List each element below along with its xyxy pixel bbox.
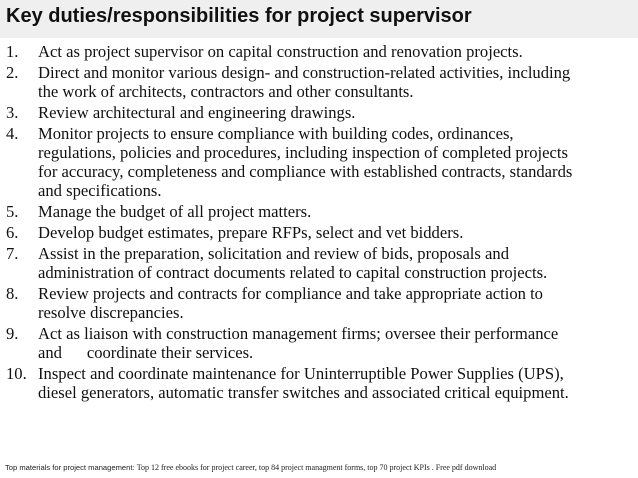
list-item-text: Act as project supervisor on capital construction and renovation projects. [38, 42, 523, 61]
list-item-text: Monitor projects to ensure compliance with building codes, ordinances, [38, 124, 514, 143]
list-item-text: Review architectural and engineering drawings. [38, 103, 356, 122]
list-item-text: the work of architects, contractors and other consultants. [38, 82, 414, 101]
footer [5, 463, 635, 472]
list-item-number: 6. [6, 223, 19, 242]
list-item-text: diesel generators, automatic transfer switches and associated critical equipment. [38, 383, 569, 402]
list-item [0, 223, 632, 242]
list-item [0, 103, 632, 122]
list-item-text: Review projects and contracts for compliance and take appropriate action to [38, 284, 543, 303]
list-item [0, 42, 632, 61]
list-item-text: Develop budget estimates, prepare RFPs, select and vet bidders. [38, 223, 464, 242]
list-item-text: Act as liaison with construction management firms; oversee their performance [38, 324, 559, 343]
list-item-number: 7. [6, 244, 19, 263]
list-item-text: and specifications. [38, 181, 162, 200]
page-title: Key duties/responsibilities for project supervisor [6, 5, 472, 27]
list-item-number: 5. [6, 202, 19, 221]
list-item-number: 4. [6, 124, 19, 143]
list-item-text: Manage the budget of all project matters. [38, 202, 312, 221]
title-bar [0, 0, 638, 38]
list-item [0, 324, 632, 362]
list-item-text: Assist in the preparation, solicitation and review of bids, proposals and [38, 244, 509, 263]
duties-list [0, 42, 632, 404]
footer-text: Top 12 free ebooks for project career, top 84 project managment forms, top 70 project KPIs . Free pdf download [136, 463, 497, 472]
list-item-text: administration of contract documents related to capital construction projects. [38, 263, 548, 282]
list-item-number: 10. [6, 364, 27, 383]
list-item [0, 124, 632, 200]
footer-lead: Top materials for project management: [5, 463, 137, 472]
list-item-number: 2. [6, 63, 19, 82]
list-item-number: 8. [6, 284, 19, 303]
list-item [0, 364, 632, 402]
list-item-number: 9. [6, 324, 19, 343]
list-item-text: resolve discrepancies. [38, 303, 184, 322]
list-item [0, 202, 632, 221]
list-item [0, 63, 632, 101]
list-item [0, 284, 632, 322]
list-item [0, 244, 632, 282]
list-item-text: and coordinate their services. [38, 343, 254, 362]
list-item-text: Inspect and coordinate maintenance for Uninterruptible Power Supplies (UPS), [38, 364, 564, 383]
list-item-text: Direct and monitor various design- and construction-related activities, including [38, 63, 571, 82]
list-item-text: for accuracy, completeness and compliance with established contracts, standards [38, 162, 573, 181]
list-item-number: 3. [6, 103, 19, 122]
list-item-number: 1. [6, 42, 19, 61]
list-item-text: regulations, policies and procedures, including inspection of completed projects [38, 143, 568, 162]
